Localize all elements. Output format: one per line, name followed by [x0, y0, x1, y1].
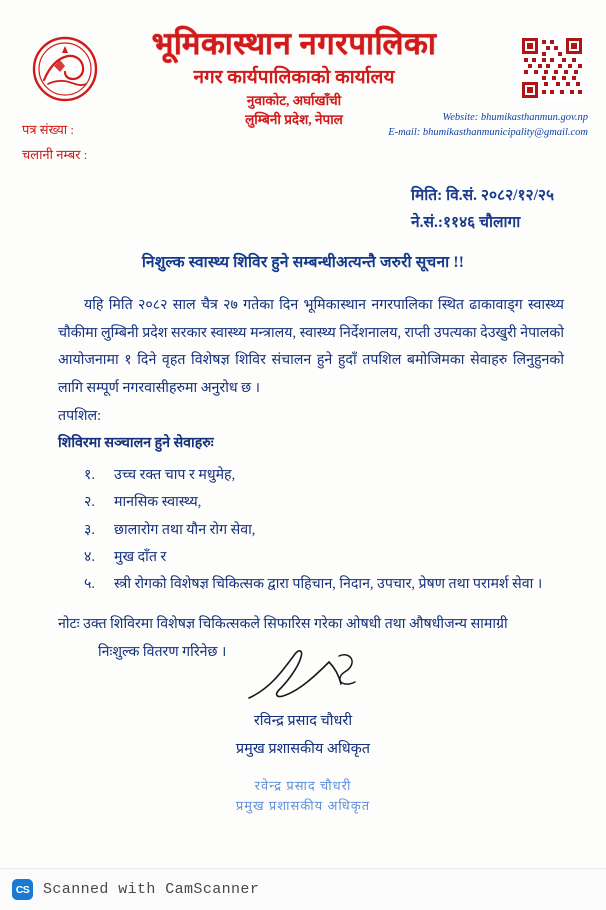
ref-no-label: पत्र संख्या : [22, 122, 74, 137]
signatory-designation: प्रमुख प्रशासकीय अधिकृत [235, 741, 371, 758]
list-item-label: छालारोग तथा यौन रोग सेवा, [114, 521, 256, 538]
chalani-no-label: चलानी नम्बर : [22, 146, 88, 162]
nepal-emblem-icon [30, 36, 100, 102]
list-item [84, 544, 564, 570]
reference-block [22, 118, 87, 167]
letterhead [0, 0, 606, 162]
list-item-number: ३. [84, 521, 95, 538]
list-item-label: मुख दाँत र [114, 548, 167, 565]
handwritten-signature-icon [243, 648, 363, 706]
note-line-2: निःशुल्क वितरण गरिनेछ । [98, 644, 227, 661]
list-item [84, 517, 564, 543]
list-item-number: २. [84, 494, 95, 511]
official-stamp [0, 776, 606, 815]
province-line: लुम्बिनी प्रदेश, नेपाल [245, 111, 343, 127]
note-line-1: नोटः उक्त शिविरमा विशेषज्ञ चिकित्सकले सिफारिस गरेका ओषधी तथा औषधीजन्य सामाग्री [58, 616, 508, 633]
place-line: नुवाकोट, अर्घाखाँची [246, 92, 342, 108]
camscanner-logo-icon: CS [12, 879, 33, 900]
list-item-number: १. [84, 467, 95, 484]
email-label: E-mail: bhumikasthanmunicipality@gmail.com [388, 127, 588, 139]
stamp-designation: प्रमुख प्रशासकीय अधिकृत [235, 797, 371, 813]
list-item-number: ४. [84, 548, 95, 565]
office-name: नगर कार्यपालिकाको कार्यालय [193, 66, 395, 88]
signature-block [0, 648, 606, 815]
services-list [58, 462, 564, 597]
notice-body [58, 292, 564, 667]
qr-code-icon [520, 36, 584, 100]
body-paragraph-1: यहि मिति २०८२ साल चैत्र २७ गतेका दिन भूमिकास्थान नगरपालिका स्थित ढाकावाड्ग स्वास्थ्य चौकीमा लुम्बिनी प्रदेश सरकार स्वास्थ्य मन्त्रालय, स्वास्थ्य निर्देशनालय, राप्ती उपत्यका देउखुरी नेपालको आयोजनामा १ दिने वृहत विशेषज्ञ शिविर संचालन हुने हुदाँ तपशिल बमोजिमका सेवाहरु लिनुहुनको लागि सम्पूर्ण नगरवासीहरुमा अनुरोध छ । [58, 297, 564, 397]
list-item-label: उच्च रक्त चाप र मधुमेह, [114, 467, 236, 484]
list-item-label: मानसिक स्वास्थ्य, [114, 494, 202, 511]
tapsil-label: तपशिल: [58, 407, 102, 424]
notice-subject: निशुल्क स्वास्थ्य शिविर हुने सम्बन्धीअत्यन्तै जरुरी सूचना !! [141, 254, 465, 271]
camscanner-footer [0, 868, 606, 910]
services-heading: शिविरमा सञ्चालन हुने सेवाहरुः [58, 435, 214, 452]
list-item [84, 489, 564, 515]
website-label: Website: bhumikasthanmun.gov.np [442, 112, 588, 123]
date-block [411, 182, 554, 236]
list-item-label: स्त्री रोगको विशेषज्ञ चिकित्सक द्वारा पहिचान, निदान, उपचार, प्रेषण तथा परामर्श सेवा । [114, 576, 543, 593]
stamp-name: रवेन्द्र प्रसाद चौधरी [254, 778, 352, 794]
signatory-name: रविन्द्र प्रसाद चौधरी [253, 713, 353, 729]
ns-date: ने.सं.:११४६ चौलागा [411, 214, 521, 232]
list-item [84, 462, 564, 488]
bs-date: मिति: वि.सं. २०८२/१२/२५ [411, 187, 554, 204]
contact-info [318, 110, 588, 140]
list-item [84, 571, 564, 597]
municipality-name: भूमिकास्थान नगरपालिका [151, 26, 437, 61]
scanned-with-label: Scanned with CamScanner [43, 881, 260, 898]
list-item-number: ५. [84, 576, 95, 593]
